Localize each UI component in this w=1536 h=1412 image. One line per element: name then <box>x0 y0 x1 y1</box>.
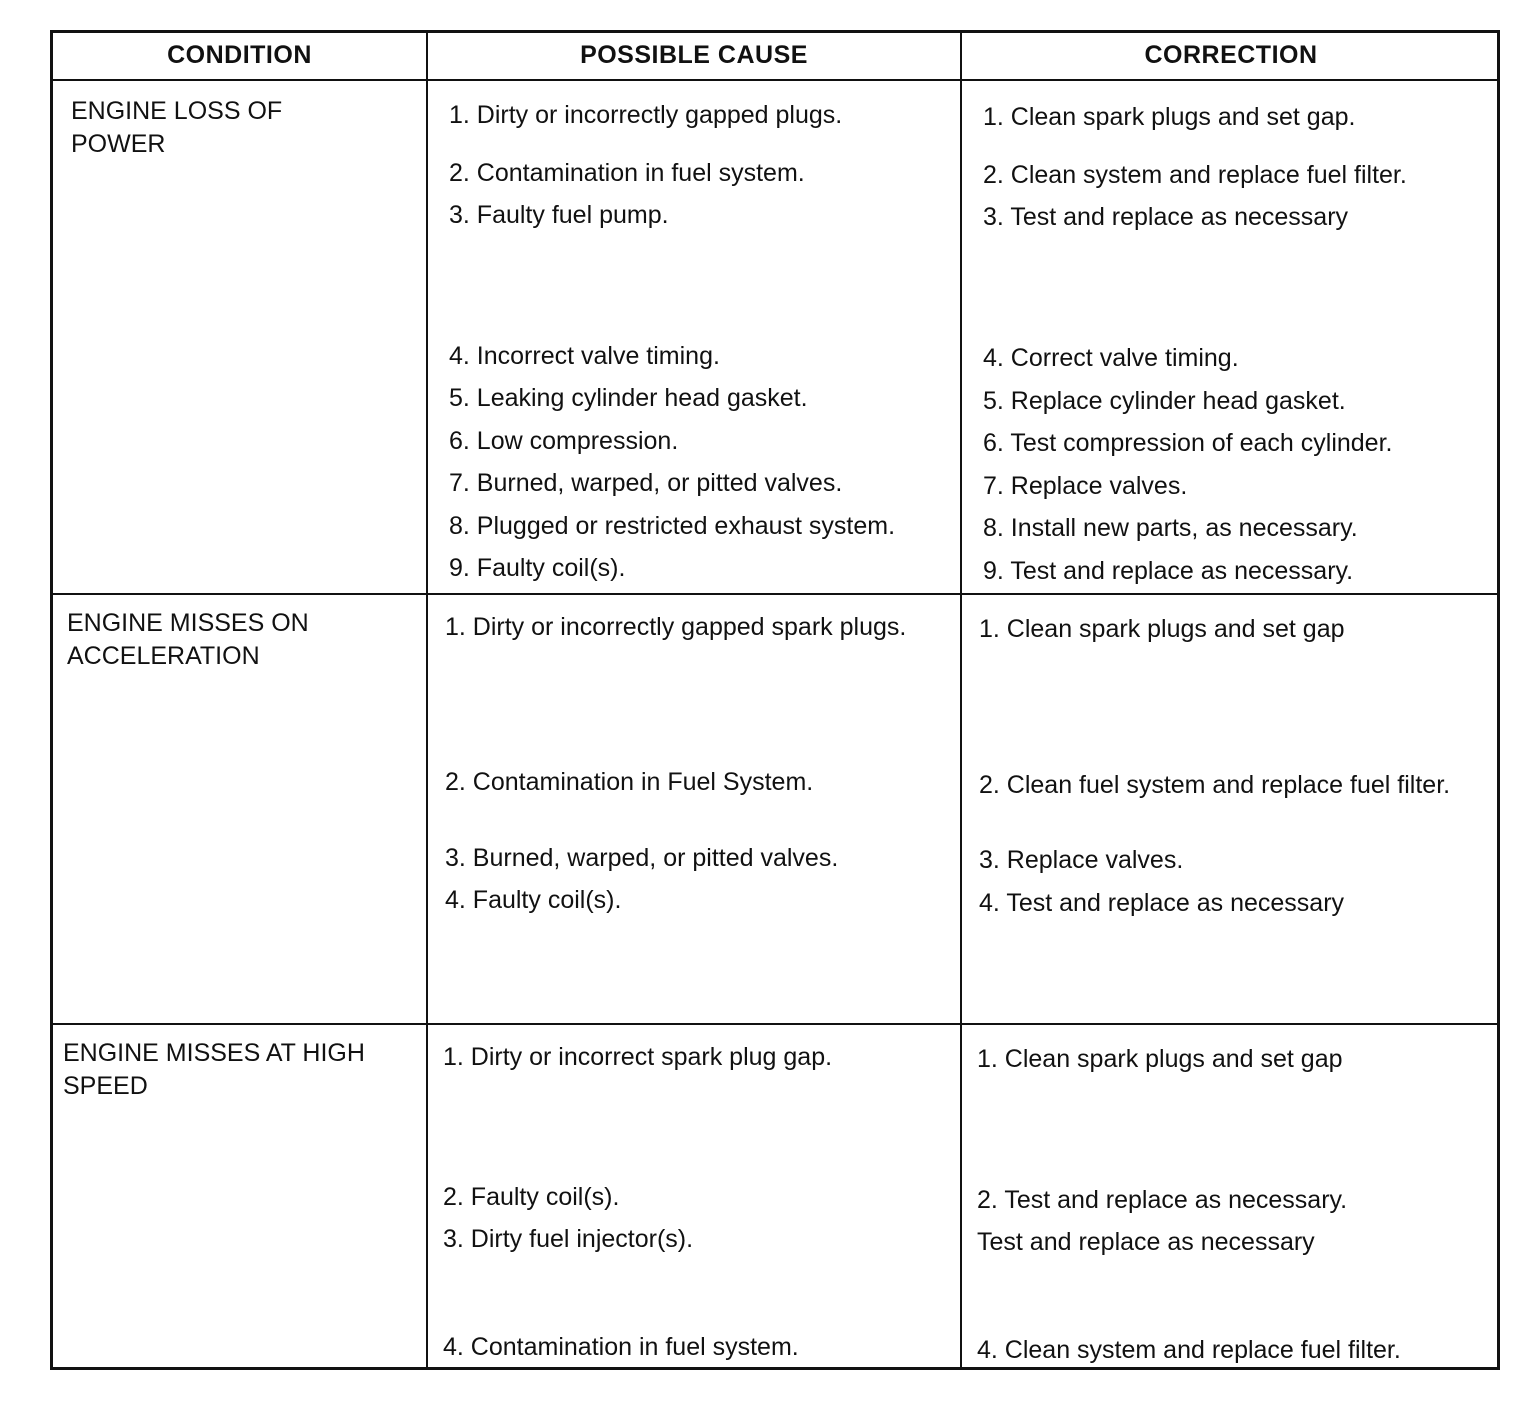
cause-item: 1. Dirty or incorrectly gapped plugs. <box>449 101 843 129</box>
correction-item: 4. Test and replace as necessary <box>979 889 1345 917</box>
column-divider-2 <box>960 33 962 1367</box>
cause-item: 3. Burned, warped, or pitted valves. <box>445 844 839 872</box>
correction-item: 8. Install new parts, as necessary. <box>983 514 1358 542</box>
correction-item: 4. Clean system and replace fuel filter. <box>977 1336 1401 1364</box>
cause-item: 6. Low compression. <box>449 427 679 455</box>
cause-item: 3. Dirty fuel injector(s). <box>443 1225 694 1253</box>
correction-item: 2. Clean fuel system and replace fuel filter. <box>979 771 1451 799</box>
cause-item: 4. Contamination in fuel system. <box>443 1333 799 1361</box>
correction-item: 3. Test and replace as necessary <box>983 203 1349 231</box>
correction-item: 1. Clean spark plugs and set gap. <box>983 103 1356 131</box>
cause-item: 8. Plugged or restricted exhaust system. <box>449 512 896 540</box>
cause-item: 9. Faulty coil(s). <box>449 554 626 582</box>
cause-item: 7. Burned, warped, or pitted valves. <box>449 469 843 497</box>
correction-item: Test and replace as necessary <box>977 1228 1315 1256</box>
correction-item: 1. Clean spark plugs and set gap <box>977 1045 1343 1073</box>
condition-engine-loss-of-power: ENGINE LOSS OF POWER <box>71 97 283 158</box>
cause-item: 1. Dirty or incorrectly gapped spark plugs. <box>445 613 907 641</box>
header-condition: CONDITION <box>167 41 312 69</box>
cause-item: 2. Faulty coil(s). <box>443 1183 620 1211</box>
condition-engine-misses-on-acceleration: ENGINE MISSES ON ACCELERATION <box>67 609 309 670</box>
correction-item: 2. Clean system and replace fuel filter. <box>983 161 1407 189</box>
correction-item: 2. Test and replace as necessary. <box>977 1186 1348 1214</box>
correction-item: 6. Test compression of each cylinder. <box>983 429 1393 457</box>
correction-item: 7. Replace valves. <box>983 472 1188 500</box>
correction-item: 5. Replace cylinder head gasket. <box>983 387 1346 415</box>
row-divider-2 <box>53 1023 1497 1025</box>
troubleshooting-table <box>50 30 1500 1370</box>
header-correction: CORRECTION <box>1144 41 1318 69</box>
cause-item: 4. Faulty coil(s). <box>445 886 622 914</box>
row-divider-1 <box>53 593 1497 595</box>
correction-item: 9. Test and replace as necessary. <box>983 557 1354 585</box>
header-possible-cause: POSSIBLE CAUSE <box>580 41 808 69</box>
cause-item: 2. Contamination in fuel system. <box>449 159 805 187</box>
cause-item: 5. Leaking cylinder head gasket. <box>449 384 808 412</box>
cause-item: 4. Incorrect valve timing. <box>449 342 720 370</box>
correction-item: 4. Correct valve timing. <box>983 344 1239 372</box>
condition-engine-misses-at-high-speed: ENGINE MISSES AT HIGH SPEED <box>63 1039 365 1100</box>
cause-item: 1. Dirty or incorrect spark plug gap. <box>443 1043 833 1071</box>
correction-item: 3. Replace valves. <box>979 846 1184 874</box>
correction-item: 1. Clean spark plugs and set gap <box>979 615 1345 643</box>
header-divider <box>53 79 1497 81</box>
column-divider-1 <box>426 33 428 1367</box>
cause-item: 2. Contamination in Fuel System. <box>445 768 814 796</box>
cause-item: 3. Faulty fuel pump. <box>449 201 669 229</box>
